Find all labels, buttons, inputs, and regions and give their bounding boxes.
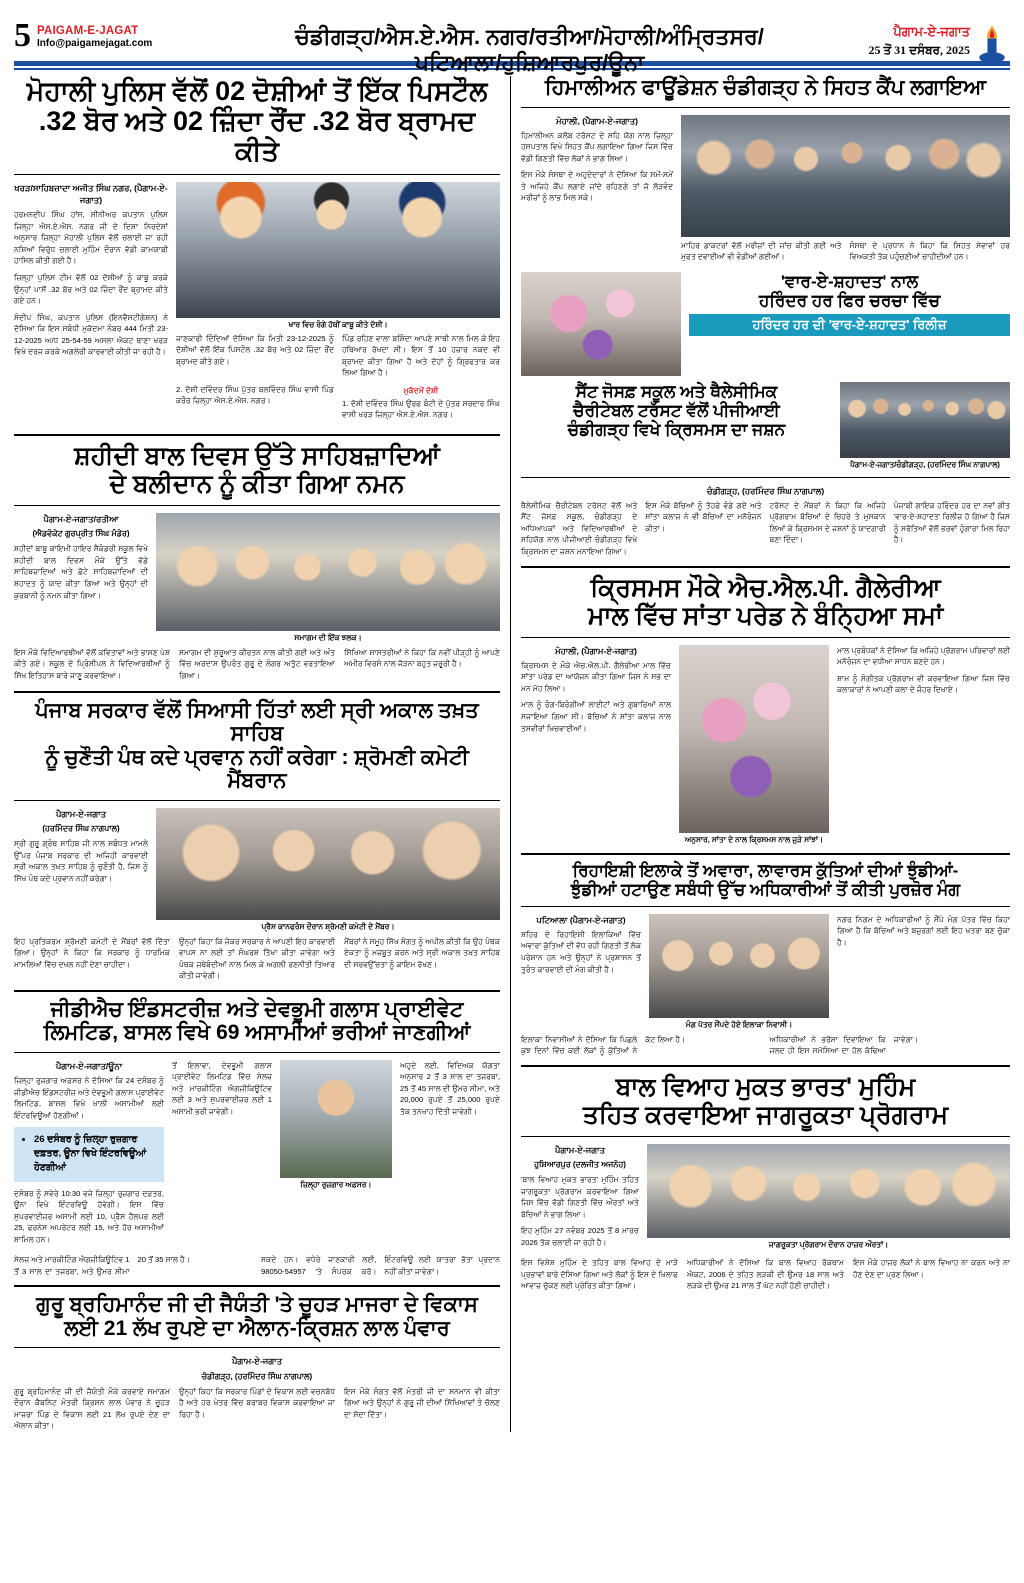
divider (14, 990, 500, 992)
masthead-logo-block (868, 24, 970, 58)
body-paragraph: ਦਸੰਬਰ ਨੂੰ ਸਵੇਰੇ 10:30 ਵਜੇ ਜ਼ਿਲ੍ਹਾ ਰੁਜ਼ਗਾਰ ਦਫ਼ਤਰ, ਊਨਾ ਵਿਖੇ ਇੰਟਰਵਿਊ ਹੋਵੇਗੀ। ਇਸ ਵਿੱਚ ਸੁਪਰਵਾਈਜ਼ਰ ਅਸਾਮੀ ਲਈ 10, ਪ੍ਰੈਸ ਹੈਲਪਰ ਲਈ 25, ਫਰਨੇਸ ਅਪਰੇਟਰ ਲਈ 15, ਅਤੇ ਹੋਰ ਅਸਾਮੀਆਂ ਸ਼ਾਮਿਲ ਹਨ। (14, 1188, 164, 1244)
byline-secondary: (ਐਡਵੋਕੇਟ ਗੁਰਪ੍ਰੀਤ ਸਿੰਘ ਮੰਡੇਰ) (32, 529, 130, 539)
body-paragraph: ਸ਼ਹੀਦਾਂ ਬਾਬੂ ਕਾਇਮੀ ਹਾਇਰ ਸੈਕੰਡਰੀ ਸਕੂਲ ਵਿਖੇ ਸ਼ਹੀਦੀ ਬਾਲ ਦਿਵਸ ਮੌਕੇ ਉੱਤੇ ਵੱਡੇ ਸਾਹਿਬਜ਼ਾਦਿਆਂ ਅਤੇ ਛੋਟੇ ਸਾਹਿਬਜ਼ਾਦਿਆਂ ਦੀ ਸ਼ਹਾਦਤ ਨੂੰ ਯਾਦ ਕੀਤਾ ਗਿਆ ਅਤੇ ਉਨ੍ਹਾਂ ਦੀ ਕੁਰਬਾਨੀ ਨੂੰ ਨਮਨ ਕੀਤਾ ਗਿਆ। (14, 544, 148, 600)
masthead-right (795, 22, 1010, 64)
article-photo (521, 272, 681, 376)
divider (521, 637, 1010, 638)
headline-line2: ਤਹਿਤ ਕਰਵਾਇਆ ਜਾਗਰੂਕਤਾ ਪ੍ਰੋਗਰਾਮ (582, 1100, 949, 1129)
headline: 'ਵਾਰ-ਏ-ਸ਼ਹਾਦਤ' ਨਾਲ (780, 271, 919, 291)
article-photo (840, 382, 1010, 458)
photo-caption: ਮੰਗ ਪੱਤਰ ਸੌਂਪਦੇ ਹੋਏ ਇਲਾਕਾ ਨਿਵਾਸੀ। (685, 1019, 793, 1029)
body-paragraph: ਇਸ ਵਿਸ਼ੇਸ਼ ਮੁਹਿੰਮ ਦੇ ਤਹਿਤ ਬਾਲ ਵਿਆਹ ਦੇ ਮਾੜੇ ਪ੍ਰਭਾਵਾਂ ਬਾਰੇ ਦੱਸਿਆ ਗਿਆ ਅਤੇ ਲੋਕਾਂ ਨੂੰ ਇਸ ਦੇ ਖਿਲਾਫ ਆਵਾਜ਼ ਚੁੱਕਣ ਲਈ ਪ੍ਰੇਰਿਤ ਕੀਤਾ ਗਿਆ। (521, 1258, 678, 1291)
byline: ਚੰਡੀਗੜ੍ਹ, (ਹਰਮਿੰਦਰ ਸਿੰਘ ਨਾਗਪਾਲ) (706, 485, 825, 496)
highlight-box (14, 1127, 164, 1181)
edition-list: ਚੰਡੀਗੜ੍ਹ/ਐਸ.ਏ.ਐਸ. ਨਗਰ/ਰਤੀਆ/ਮੋਹਾਲੀ/ਅੰਮ੍ਰਿਤਸਰ/ਪਟਿਆਲਾ/ਹੁਸ਼ਿਆਰਪੁਰ/ਊਨਾ (295, 24, 764, 75)
column-divider (510, 76, 511, 1432)
body-paragraph: ਗੁਰੂ ਬ੍ਰਹਿਮਾਨੰਦ ਜੀ ਦੀ ਜੈਯੰਤੀ ਮੌਕੇ ਕਰਵਾਏ ਸਮਾਗਮ ਦੌਰਾਨ ਕੈਬਨਿਟ ਮੰਤਰੀ ਕ੍ਰਿਸ਼ਨ ਲਾਲ ਪੰਵਾਰ ਨੇ ਚੂਹੜ ਮਾਜਰਾ ਪਿੰਡ ਦੇ ਵਿਕਾਸ ਲਈ 21 ਲੱਖ ਰੁਪਏ ਦੇਣ ਦਾ ਐਲਾਨ ਕੀਤਾ। (14, 1386, 170, 1431)
byline-secondary: ਚੰਡੀਗੜ੍ਹ, (ਹਰਮਿੰਦਰ ਸਿੰਘ ਨਾਗਪਾਲ) (201, 1371, 313, 1381)
article-stray-dogs (521, 861, 1010, 1067)
divider (14, 505, 500, 506)
red-label: ਮੁਕੱਦਮੇਂ ਦੋਸ਼ੀ (403, 385, 439, 395)
body-paragraph: ਸਿੱਖਿਆ ਸ਼ਾਸਤਰੀਆਂ ਨੇ ਕਿਹਾ ਕਿ ਨਵੀਂ ਪੀੜ੍ਹੀ ਨੂੰ ਆਪਣੇ ਅਮੀਰ ਵਿਰਸੇ ਨਾਲ ਜੋੜਨਾ ਬਹੁਤ ਜ਼ਰੂਰੀ ਹੈ। (344, 647, 500, 669)
right-column (521, 76, 1010, 1432)
headline-line2: ਲਿਮਟਿਡ, ਬਾਸਲ ਵਿਖੇ 69 ਅਸਾਮੀਆਂ ਭਰੀਆਂ ਜਾਣਗੀਆਂ (43, 1021, 471, 1045)
body-paragraph: ਮੈਂਬਰਾਂ ਨੇ ਸਮੂਹ ਸਿੱਖ ਸੰਗਤ ਨੂੰ ਅਪੀਲ ਕੀਤੀ ਕਿ ਉਹ ਪੰਥਕ ਏਕਤਾ ਨੂੰ ਮਜ਼ਬੂਤ ਕਰਨ ਅਤੇ ਸ੍ਰੀ ਅਕਾਲ ਤਖ਼ਤ ਸਾਹਿਬ ਦੀ ਸਰਵਉੱਚਤਾ ਨੂੰ ਕਾਇਮ ਰੱਖਣ। (344, 936, 500, 969)
highlight-box-item: • 26 ਦਸੰਬਰ ਨੂੰ ਜ਼ਿਲ੍ਹਾ ਰੁਜ਼ਗਾਰ ਦਫ਼ਤਰ, ਊਨਾ ਵਿਖੇ ਇੰਟਰਵਿਊਆਂ ਹੋਣਗੀਆਂ (34, 1133, 156, 1174)
body-paragraph: ਇਸ ਮੌਕੇ ਬੱਚਿਆਂ ਨੂੰ ਤੋਹਫੇ ਵੰਡੇ ਗਏ ਅਤੇ ਸਾਂਤਾ ਕਲਾਜ਼ ਨੇ ਵੀ ਬੱਚਿਆਂ ਦਾ ਮਨੋਰੰਜਨ ਕੀਤਾ। (645, 500, 762, 533)
byline-secondary: (ਹਰਮਿੰਦਰ ਸਿੰਘ ਨਾਗਪਾਲ) (42, 824, 120, 834)
divider (521, 1136, 1010, 1137)
row-st-joseph (521, 382, 1010, 470)
headline: ਸ਼ਹੀਦੀ ਬਾਲ ਦਿਵਸ ਉੱਤੇ ਸਾਹਿਬਜ਼ਾਦਿਆਂ (74, 441, 440, 470)
body-paragraph: ਸੇਲਜ਼ ਅਤੇ ਮਾਰਕੀਟਿੰਗ ਐਗਜ਼ੀਕਿਊਟਿਵ 1 ਤੋਂ 3 ਸਾਲ ਦਾ ਤਜਰਬਾ, ਅਤੇ ਉਮਰ ਸੀਮਾ 20 ਤੋਂ 35 ਸਾਲ ਹੈ। (14, 1255, 190, 1276)
divider (521, 566, 1010, 568)
divider (521, 477, 1010, 478)
brand-email: Info@paigamejagat.com (37, 38, 153, 49)
article-photo (176, 182, 500, 318)
masthead (14, 0, 1010, 75)
body-paragraph: ਇਸ ਮੌਕੇ ਹਾਜ਼ਰ ਲੋਕਾਂ ਨੇ ਬਾਲ ਵਿਆਹ ਨਾ ਕਰਨ ਅਤੇ ਨਾ ਹੋਣ ਦੇਣ ਦਾ ਪ੍ਰਣ ਲਿਆ। (853, 1258, 1010, 1279)
photo-caption: ਜਾਗਰੂਕਤਾ ਪ੍ਰੋਗਰਾਮ ਦੌਰਾਨ ਹਾਜ਼ਰ ਔਰਤਾਂ। (768, 1239, 889, 1249)
headline-line2: ਦੇ ਬਲੀਦਾਨ ਨੂੰ ਕੀਤਾ ਗਿਆ ਨਮਨ (109, 469, 405, 498)
byline: ਪੈਗਾਮ-ਏ-ਜਗਾਤ (554, 1144, 606, 1155)
headline: ਕ੍ਰਿਸਮਸ ਮੌਕੇ ਐਚ.ਐਲ.ਪੀ. ਗੈਲੇਰੀਆ (590, 573, 941, 602)
page-number: 5 (14, 17, 31, 54)
headline: ਹਿਮਾਲੀਅਨ ਫਾਊਂਡੇਸ਼ਨ ਚੰਡੀਗੜ੍ਹ ਨੇ ਸਿਹਤ ਕੈਂਪ ਲਗਾਇਆ (544, 76, 987, 99)
body-paragraph: ਇਹ ਪ੍ਰਤਿਕਰਮ ਸ਼੍ਰੋਮਣੀ ਕਮੇਟੀ ਦੇ ਮੈਂਬਰਾਂ ਵੱਲੋਂ ਦਿੱਤਾ ਗਿਆ। ਉਨ੍ਹਾਂ ਨੇ ਕਿਹਾ ਕਿ ਸਰਕਾਰ ਨੂੰ ਧਾਰਮਿਕ ਮਾਮਲਿਆਂ ਵਿੱਚ ਦਖਲ ਨਹੀਂ ਦੇਣਾ ਚਾਹੀਦਾ। (14, 936, 170, 969)
body-paragraph: ਇਸ ਮੌਕੇ ਸੰਗਤ ਵੱਲੋਂ ਮੰਤਰੀ ਜੀ ਦਾ ਸਨਮਾਨ ਵੀ ਕੀਤਾ ਗਿਆ ਅਤੇ ਉਨ੍ਹਾਂ ਨੇ ਗੁਰੂ ਜੀ ਦੀਆਂ ਸਿੱਖਿਆਵਾਂ ਤੇ ਚੱਲਣ ਦਾ ਸੱਦਾ ਦਿੱਤਾ। (344, 1386, 500, 1419)
byline: ਪੈਗਾਮ-ਏ-ਜਗਾਤ/ਊਨਾ (55, 1060, 123, 1071)
body-paragraph: ਕ੍ਰਿਸਮਸ ਦੇ ਮੌਕੇ ਐਚ.ਐਲ.ਪੀ. ਗੈਲੇਰੀਆ ਮਾਲ ਵਿੱਚ ਸਾਂਤਾ ਪਰੇਡ ਦਾ ਆਯੋਜਨ ਕੀਤਾ ਗਿਆ ਜਿਸ ਨੇ ਸਭ ਦਾ ਮਨ ਮੋਹ ਲਿਆ। (521, 660, 671, 693)
headline-line2: ਲਈ 21 ਲੱਖ ਰੁਪਏ ਦਾ ਐਲਾਨ-ਕ੍ਰਿਸ਼ਨ ਲਾਲ ਪੰਵਾਰ (64, 1316, 450, 1340)
divider (14, 434, 500, 436)
divider (521, 853, 1010, 855)
body-paragraph: ਇਹ ਮੁਹਿੰਮ 27 ਨਵੰਬਰ 2025 ਤੋਂ 8 ਮਾਰਚ 2026 ਤੱਕ ਚਲਾਈ ਜਾ ਰਹੀ ਹੈ। (521, 1226, 639, 1247)
sub-headline-bar: ਹਰਿੰਦਰ ਹਰ ਦੀ 'ਵਾਰ-ਏ-ਸ਼ਹਾਦਤ' ਰਿਲੀਜ਼ (689, 314, 1010, 336)
article-shaheedi-bal-diwas (14, 442, 500, 693)
photo-caption: ਜ਼ਿਲ੍ਹਾ ਰੁਜ਼ਗਾਰ ਅਫ਼ਸਰ। (300, 1179, 372, 1189)
torch-logo-icon (974, 24, 1010, 64)
article-bal-vivah (521, 1073, 1010, 1293)
body-paragraph: ਸੰਦੀਪ ਸਿੰਘ, ਕਪਤਾਨ ਪੁਲਿਸ (ਇਨਵੈਸਟੀਗੇਸ਼ਨ) ਨੇ ਦੱਸਿਆ ਕਿ ਇਸ ਸਬੰਧੀ ਮੁਕੱਦਮਾ ਨੰਬਰ 444 ਮਿਤੀ 23-12-2025 ਅ/ਧ 25-54-59 ਅਸਲਾ ਐਕਟ ਥਾਣਾ ਖਰੜ ਵਿਖੇ ਦਰਜ ਕਰਕੇ ਅਗਲੇਰੀ ਕਾਰਵਾਈ ਕੀਤੀ ਜਾ ਰਹੀ ਹੈ। (14, 312, 168, 357)
byline: ਮੋਹਾਲੀ, (ਪੈਗਾਮ-ਏ-ਜਗਾਤ) (555, 115, 638, 126)
headline-line2: ਚੈਰੀਟੇਬਲ ਟਰੱਸਟ ਵੱਲੋਂ ਪੀਜੀਆਈ (573, 400, 780, 420)
body-paragraph: ਸ਼ਹਿਰ ਦੇ ਰਿਹਾਇਸ਼ੀ ਇਲਾਕਿਆਂ ਵਿੱਚ ਅਵਾਰਾ ਕੁੱਤਿਆਂ ਦੀ ਵੱਧ ਰਹੀ ਗਿਣਤੀ ਤੋਂ ਲੋਕ ਪਰੇਸ਼ਾਨ ਹਨ ਅਤੇ ਉਨ੍ਹਾਂ ਨੇ ਪ੍ਰਸ਼ਾਸਨ ਤੋਂ ਤੁਰੰਤ ਕਾਰਵਾਈ ਦੀ ਮੰਗ ਕੀਤੀ ਹੈ। (521, 929, 641, 974)
body-paragraph: ਹਰਮਨਦੀਪ ਸਿੰਘ ਹਾਂਸ, ਸੀਨੀਅਰ ਕਪਤਾਨ ਪੁਲਿਸ ਜ਼ਿਲ੍ਹਾ ਐਸ.ਏ.ਐਸ. ਨਗਰ ਜੀ ਦੇ ਦਿਸ਼ਾ ਨਿਰਦੇਸ਼ਾਂ ਅਨੁਸਾਰ ਜ਼ਿਲ੍ਹਾ ਮੋਹਾਲੀ ਪੁਲਿਸ ਵੱਲੋਂ ਚਲਾਈ ਜਾ ਰਹੀ ਨਸ਼ਿਆਂ ਵਿਰੁੱਧ ਚਲਾਈ ਮੁਹਿੰਮ ਦੌਰਾਨ ਵੱਡੀ ਕਾਮਯਾਬੀ ਹਾਸਿਲ ਕੀਤੀ ਗਈ ਹੈ। (14, 210, 168, 266)
row-xmas-shahadat (521, 272, 1010, 376)
body-paragraph: ਇਲਾਕਾ ਨਿਵਾਸੀਆਂ ਨੇ ਦੱਸਿਆ ਕਿ ਪਿਛਲੇ ਕੁਝ ਦਿਨਾਂ ਵਿੱਚ ਕਈ ਲੋਕਾਂ ਨੂੰ ਕੁੱਤਿਆਂ ਨੇ ਕੱਟ ਲਿਆ ਹੈ। (521, 1034, 686, 1056)
body-paragraph: ਮਾਹਿਰ ਡਾਕਟਰਾਂ ਵੱਲੋਂ ਮਰੀਜ਼ਾਂ ਦੀ ਜਾਂਚ ਕੀਤੀ ਗਈ ਅਤੇ ਮੁਫਤ ਦਵਾਈਆਂ ਵੀ ਵੰਡੀਆਂ ਗਈਆਂ। (681, 240, 842, 262)
photo-caption: ਖਾਰ ਵਿਚ ਰੰਗੇ ਹੱਥੀਂ ਕਾਬੂ ਕੀਤੇ ਦੋਸ਼ੀ। (288, 319, 388, 329)
divider (14, 1285, 500, 1287)
body-paragraph: ਜ਼ਿਲ੍ਹਾ ਪੁਲਿਸ ਟੀਮ ਵੱਲੋਂ 02 ਦੋਸ਼ੀਆਂ ਨੂੰ ਕਾਬੂ ਕਰਕੇ ਉਨ੍ਹਾਂ ਪਾਸੋਂ .32 ਬੋਰ ਅਤੇ 02 ਜ਼ਿੰਦਾ ਰੌਂਦ ਬ੍ਰਾਮਦ ਕੀਤੇ ਗਏ ਹਨ। (14, 272, 168, 306)
body-paragraph: ਤੋਂ ਇਲਾਵਾ, ਦੇਵਭੂਮੀ ਗਲਾਸ ਪ੍ਰਾਈਵੇਟ ਲਿਮਟਿਡ ਵਿੱਚ ਸੇਲਜ਼ ਅਤੇ ਮਾਰਕੀਟਿੰਗ ਐਗਜ਼ੀਕਿਊਟਿਵ ਲਈ 3 ਅਤੇ ਸੁਪਰਵਾਈਜ਼ਰ ਲਈ 1 ਅਸਾਮੀ ਭਰੀ ਜਾਵੇਗੀ। (172, 1060, 272, 1116)
body-paragraph: ਟਰੱਸਟ ਦੇ ਮੈਂਬਰਾਂ ਨੇ ਕਿਹਾ ਕਿ ਅਜਿਹੇ ਪ੍ਰੋਗਰਾਮ ਬੱਚਿਆਂ ਦੇ ਚਿਹਰੇ ਤੇ ਮੁਸਕਾਨ ਲਿਆਂ ਕੇ ਕ੍ਰਿਸਮਸ ਦੇ ਜਸ਼ਨਾਂ ਨੂੰ ਯਾਦਗਾਰੀ ਬਣਾ ਦਿੰਦਾ। (769, 500, 886, 545)
divider (14, 174, 500, 175)
headline: ਬਾਲ ਵਿਆਹ ਮੁਕਤ ਭਾਰਤ' ਮੁਹਿੰਮ (615, 1072, 916, 1101)
article-police-pistol (14, 76, 500, 436)
article-war-e-shahadat (689, 272, 1010, 376)
article-punjab-govt (14, 699, 500, 992)
article-hlp-galleria (521, 574, 1010, 855)
photo-caption: ਪ੍ਰੈਸ ਕਾਨਫਰੰਸ ਦੌਰਾਨ ਸ਼੍ਰੋਮਣੀ ਕਮੇਟੀ ਦੇ ਮੈਂਬਰ। (261, 921, 395, 931)
article-st-joseph (521, 382, 832, 470)
divider (521, 1065, 1010, 1067)
body-paragraph: ਪੰਜਾਬੀ ਗਾਇਕ ਹਰਿੰਦਰ ਹਰ ਦਾ ਨਵਾਂ ਗੀਤ 'ਵਾਰ-ਏ-ਸ਼ਹਾਦਤ' ਰਿਲੀਜ਼ ਹੋ ਗਿਆ ਹੈ ਜਿਸ ਨੂੰ ਸਰੋਤਿਆਂ ਵੱਲੋਂ ਭਰਵਾਂ ਹੁੰਗਾਰਾ ਮਿਲ ਰਿਹਾ ਹੈ। (893, 500, 1010, 545)
divider (14, 691, 500, 693)
headline-line2: ਹਰਿੰਦਰ ਹਰ ਫਿਰ ਚਰਚਾ ਵਿੱਚ (758, 290, 941, 310)
body-paragraph: ਇਸ ਮੌਕੇ ਸੰਸਥਾ ਦੇ ਅਹੁਦੇਦਾਰਾਂ ਨੇ ਦੱਸਿਆ ਕਿ ਸਮੇਂ-ਸਮੇਂ ਤੇ ਅਜਿਹੇ ਕੈਂਪ ਲਗਾਏ ਜਾਂਦੇ ਰਹਿਣਗੇ ਤਾਂ ਜੋ ਲੋੜਵੰਦ ਮਰੀਜ਼ਾਂ ਨੂੰ ਲਾਭ ਮਿਲ ਸਕੇ। (521, 170, 673, 203)
body-paragraph: ਹਿਮਾਲੀਅਨ ਕਲੱਬ ਟਰੱਸਟ ਦੇ ਸਹਿ ਯੋਗ ਨਾਲ ਜ਼ਿਲ੍ਹਾ ਹਸਪਤਾਲ ਵਿਖੇ ਸਿਹਤ ਕੈਂਪ ਲਗਾਇਆ ਗਿਆ ਜਿਸ ਵਿੱਚ ਵੱਡੀ ਗਿਣਤੀ ਵਿੱਚ ਲੋਕਾਂ ਨੇ ਭਾਗ ਲਿਆ। (521, 130, 673, 163)
divider (521, 107, 1010, 108)
body-paragraph: ਅਹੁਦੇ ਲਈ, ਵਿਦਿਅਕ ਯੋਗਤਾ ਅਨੁਸਾਰ 2 ਤੋਂ 3 ਸਾਲ ਦਾ ਤਜਰਬਾ, 25 ਤੋਂ 45 ਸਾਲ ਦੀ ਉਮਰ ਸੀਮਾ, ਅਤੇ 20,000 ਰੁਪਏ ਤੋਂ 25,000 ਰੁਪਏ ਤੱਕ ਤਨਖਾਹ ਦਿੱਤੀ ਜਾਵੇਗੀ। (400, 1060, 500, 1116)
body-paragraph: ਸ਼ਾਮ ਨੂੰ ਸੰਗੀਤਕ ਪ੍ਰੋਗਰਾਮ ਵੀ ਕਰਵਾਇਆ ਗਿਆ ਜਿਸ ਵਿੱਚ ਕਲਾਕਾਰਾਂ ਨੇ ਆਪਣੀ ਕਲਾ ਦੇ ਜੌਹਰ ਦਿਖਾਏ। (837, 673, 1010, 695)
article-photo (280, 1060, 392, 1178)
body-paragraph: ਜਾਣਕਾਰੀ ਦਿੰਦਿਆਂ ਦੱਸਿਆ ਕਿ ਮਿਤੀ 23-12-2025 ਨੂੰ ਦੋਸ਼ੀਆਂ ਵੱਲੋਂ ਇੱਕ ਪਿਸਟੌਲ .32 ਬੋਰ ਅਤੇ 02 ਜ਼ਿੰਦਾ ਰੌਂਦ ਬ੍ਰਾਮਦ ਕੀਤੇ ਗਏ। (176, 333, 334, 366)
photo-caption: ਸਮਾਗਮ ਦੀ ਇੱਕ ਝਲਕ। (294, 632, 362, 642)
headline: ਜੀਡੀਐਚ ਇੰਡਸਟਰੀਜ਼ ਅਤੇ ਦੇਵਭੂਮੀ ਗਲਾਸ ਪ੍ਰਾਈਵੇਟ (50, 997, 464, 1021)
body-paragraph: ਸਕਦੇ ਹਨ। ਵਧੇਰੇ ਜਾਣਕਾਰੀ ਲਈ, 98050-54957 'ਤੇ ਸੰਪਰਕ ਕਰੋ। ਇੰਟਰਵਿਊ ਲਈ ਯਾਤਰਾ ਭੱਤਾ ਪ੍ਰਦਾਨ ਨਹੀਂ ਕੀਤਾ ਜਾਵੇਗਾ। (261, 1255, 500, 1276)
body-paragraph: ਮਾਲ ਪ੍ਰਬੰਧਕਾਂ ਨੇ ਦੱਸਿਆ ਕਿ ਅਜਿਹੇ ਪ੍ਰੋਗਰਾਮ ਪਰਿਵਾਰਾਂ ਲਈ ਮਨੋਰੰਜਨ ਦਾ ਵਧੀਆ ਸਾਧਨ ਬਣਦੇ ਹਨ। (837, 645, 1010, 667)
divider (521, 906, 1010, 907)
body-paragraph: ਸਮਾਗਮ ਦੀ ਸ਼ੁਰੂਆਤ ਕੀਰਤਨ ਨਾਲ ਕੀਤੀ ਗਈ ਅਤੇ ਅੰਤ ਵਿੱਚ ਅਰਦਾਸ ਉਪਰੰਤ ਗੁਰੂ ਦੇ ਲੰਗਰ ਅਤੁੱਟ ਵਰਤਾਇਆ ਗਿਆ। (179, 647, 335, 680)
body-paragraph: ਸੰਸਥਾ ਦੇ ਪ੍ਰਧਾਨ ਨੇ ਕਿਹਾ ਕਿ ਸਿਹਤ ਸੇਵਾਵਾਂ ਹਰ ਵਿਅਕਤੀ ਤੱਕ ਪਹੁੰਚਣੀਆਂ ਚਾਹੀਦੀਆਂ ਹਨ। (849, 240, 1010, 262)
masthead-logo-text: ਪੈਗਾਮ-ਏ-ਜਗਾਤ (893, 24, 970, 39)
body-paragraph: 2. ਦੋਸ਼ੀ ਦਵਿੰਦਰ ਸਿੰਘ ਪੁੱਤਰ ਬਲਵਿੰਦਰ ਸਿੰਘ ਵਾਸੀ ਪਿੰਡ ਕਰੌਰ ਜ਼ਿਲ੍ਹਾ ਐਸ.ਏ.ਐਸ. ਨਗਰ। (176, 384, 334, 406)
headline-line2: ਮਾਲ ਵਿੱਚ ਸਾਂਤਾ ਪਰੇਡ ਨੇ ਬੰਨ੍ਹਿਆ ਸਮਾਂ (587, 601, 944, 630)
photo-caption: ਪੈਗਾਮ-ਏ-ਜਗਾਤ/ਚੰਡੀਗੜ੍ਹ, (ਹਰਮਿੰਦਰ ਸਿੰਘ ਨਾਗਪਾਲ) (850, 459, 1000, 469)
headline-line2: .32 ਬੋਰ ਅਤੇ 02 ਜ਼ਿੰਦਾ ਰੌਂਦ .32 ਬੋਰ ਬ੍ਰਾਮਦ ਕੀਤੇ (38, 106, 476, 167)
body-paragraph: ਜ਼ਿਲ੍ਹਾ ਰੁਜ਼ਗਾਰ ਅਫ਼ਸਰ ਨੇ ਦੱਸਿਆ ਕਿ 24 ਦਸੰਬਰ ਨੂੰ ਜੀਡੀਐਚ ਇੰਡਸਟਰੀਜ਼ ਅਤੇ ਦੇਵਭੂਮੀ ਗਲਾਸ ਪ੍ਰਾਈਵੇਟ ਲਿਮਟਿਡ, ਬਾਸਲ ਵਿਖੇ ਖਾਲੀ ਅਸਾਮੀਆਂ ਲਈ ਇੰਟਰਵਿਊਆਂ ਹੋਣਗੀਆਂ। (14, 1076, 164, 1120)
headline: ਪੰਜਾਬ ਸਰਕਾਰ ਵੱਲੋਂ ਸਿਆਸੀ ਹਿੱਤਾਂ ਲਈ ਸ੍ਰੀ ਅਕਾਲ ਤਖ਼ਤ ਸਾਹਿਬ (35, 698, 479, 746)
article-photo (647, 1144, 1010, 1238)
headline-line2: ਨੂੰ ਚੁਣੌਤੀ ਪੰਥ ਕਦੇ ਪ੍ਰਵਾਨ ਨਹੀਂ ਕਰੇਗਾ : ਸ਼੍ਰੋਮਣੀ ਕਮੇਟੀ ਮੈਂਬਰਾਨ (45, 745, 469, 793)
body-paragraph: ਨਗਰ ਨਿਗਮ ਦੇ ਅਧਿਕਾਰੀਆਂ ਨੂੰ ਸੌਂਪੇ ਮੰਗ ਪੱਤਰ ਵਿੱਚ ਕਿਹਾ ਗਿਆ ਹੈ ਕਿ ਬੱਚਿਆਂ ਅਤੇ ਬਜ਼ੁਰਗਾਂ ਲਈ ਇਹ ਖਤਰਾ ਬਣ ਚੁੱਕਾ ਹੈ। (837, 914, 1010, 947)
byline-secondary: ਹੁਸ਼ਿਆਰਪੁਰ (ਦਲਜੀਤ ਅਜਨੋਹ) (534, 1159, 626, 1169)
masthead-brand-block (37, 22, 152, 49)
body-paragraph: ਅਧਿਕਾਰੀਆਂ ਨੇ ਦੱਸਿਆ ਕਿ ਬਾਲ ਵਿਆਹ ਰੋਕਥਾਮ ਐਕਟ, 2006 ਦੇ ਤਹਿਤ ਲੜਕੀ ਦੀ ਉਮਰ 18 ਸਾਲ ਅਤੇ ਲੜਕੇ ਦੀ ਉਮਰ 21 ਸਾਲ ਤੋਂ ਘੱਟ ਨਹੀਂ ਹੋਣੀ ਚਾਹੀਦੀ। (687, 1258, 844, 1291)
headline: ਗੁਰੂ ਬ੍ਰਹਿਮਾਨੰਦ ਜੀ ਦੀ ਜੈਯੰਤੀ 'ਤੇ ਚੂਹੜ ਮਾਜਰਾ ਦੇ ਵਿਕਾਸ (36, 1293, 478, 1317)
divider (14, 800, 500, 801)
article-brahmanand (14, 1293, 500, 1432)
body-paragraph: 1. ਦੋਸ਼ੀ ਦਵਿੰਦਰ ਸਿੰਘ ਉਰਫ ਬੰਟੀ ਦੇ ਪੁੱਤਰ ਸਰਦਾਰ ਸਿੰਘ ਵਾਸੀ ਖਰੜ ਜ਼ਿਲ੍ਹਾ ਐਸ.ਏ.ਐਸ. ਨਗਰ। (342, 398, 500, 420)
body-paragraph: ਇਸ ਮੌਕੇ ਵਿਦਿਆਰਥੀਆਂ ਵੱਲੋਂ ਕਵਿਤਾਵਾਂ ਅਤੇ ਭਾਸ਼ਣ ਪੇਸ਼ ਕੀਤੇ ਗਏ। ਸਕੂਲ ਦੇ ਪ੍ਰਿੰਸੀਪਲ ਨੇ ਵਿਦਿਆਰਥੀਆਂ ਨੂੰ ਸਿੱਖ ਇਤਿਹਾਸ ਬਾਰੇ ਜਾਣੂ ਕਰਵਾਇਆ। (14, 647, 170, 680)
byline: ਮੋਹਾਲੀ, (ਪੈਗਾਮ-ਏ-ਜਗਾਤ) (554, 645, 637, 656)
body-paragraph: 'ਬਾਲ ਵਿਆਹ ਮੁਕਤ ਭਾਰਤ' ਮੁਹਿੰਮ ਤਹਿਤ ਜਾਗਰੂਕਤਾ ਪ੍ਰੋਗਰਾਮ ਕਰਵਾਇਆ ਗਿਆ ਜਿਸ ਵਿੱਚ ਵੱਡੀ ਗਿਣਤੀ ਵਿੱਚ ਔਰਤਾਂ ਅਤੇ ਬੱਚਿਆਂ ਨੇ ਭਾਗ ਲਿਆ। (521, 1175, 639, 1219)
headline: ਮੋਹਾਲੀ ਪੁਲਿਸ ਵੱਲੋਂ 02 ਦੋਸ਼ੀਆਂ ਤੋਂ ਇੱਕ ਪਿਸਟੌਲ (26, 76, 488, 106)
article-photo (649, 914, 829, 1018)
headline: ਸੈਂਟ ਜੋਸਫ਼ ਸਕੂਲ ਅਤੇ ਥੈਲੇਸੀਮਿਕ (575, 381, 778, 401)
article-himalayan-foundation (521, 76, 1010, 268)
divider (14, 1347, 500, 1348)
divider (14, 1052, 500, 1053)
body-paragraph: ਉਨ੍ਹਾਂ ਕਿਹਾ ਕਿ ਜੇਕਰ ਸਰਕਾਰ ਨੇ ਆਪਣੀ ਇਹ ਕਾਰਵਾਈ ਵਾਪਸ ਨਾ ਲਈ ਤਾਂ ਸੰਘਰਸ਼ ਤਿੱਖਾ ਕੀਤਾ ਜਾਵੇਗਾ ਅਤੇ ਪੰਥਕ ਜਥੇਬੰਦੀਆਂ ਨਾਲ ਮਿਲ ਕੇ ਅਗਲੀ ਰਣਨੀਤੀ ਤਿਆਰ ਕੀਤੀ ਜਾਵੇਗੀ। (179, 936, 335, 981)
byline: ਪੈਗਾਮ-ਏ-ਜਗਾਤ (231, 1356, 283, 1367)
body-paragraph: ਅਧਿਕਾਰੀਆਂ ਨੇ ਭਰੋਸਾ ਦਿਵਾਇਆ ਕਿ ਜਲਦ ਹੀ ਇਸ ਸਮੱਸਿਆ ਦਾ ਹੱਲ ਕੱਢਿਆ ਜਾਵੇਗਾ। (769, 1034, 919, 1056)
issue-date: 25 ਤੋਂ 31 ਦਸੰਬਰ, 2025 (868, 43, 970, 57)
byline: ਖਰੜ/ਸਾਹਿਬਜ਼ਾਦਾ ਅਜੀਤ ਸਿੰਘ ਨਗਰ, (ਪੈਗਾਮ-ਏ-ਜਗਾਤ) (14, 182, 168, 206)
article-photo (679, 645, 829, 833)
article-gdh-jobs (14, 998, 500, 1287)
headline-line2: ਝੁੰਡੀਆਂ ਹਟਾਉਣ ਸਬੰਧੀ ਉੱਚ ਅਧਿਕਾਰੀਆਂ ਤੋਂ ਕੀਤੀ ਪੁਰਜ਼ੋਰ ਮੰਗ (570, 879, 961, 899)
photo-caption: ਅਨੁਸਾਰ, ਸਾਂਤਾ ਦੇ ਨਾਲ ਕ੍ਰਿਸਮਸ ਨਾਲ ਜੁੜੇ ਸਾਂਝਾਂ। (684, 834, 824, 844)
body-paragraph: ਪਿੰਡ ਰਹਿਣ ਵਾਲਾ ਬਸ਼ਿੰਦਾ ਆਪਣੇ ਸਾਥੀ ਨਾਲ ਮਿਲ ਕੇ ਇਹ ਹਥਿਆਰ ਰੱਖਦਾ ਸੀ। ਇਸ ਤੋਂ 10 ਹਜ਼ਾਰ ਨਕਦ ਵੀ ਬ੍ਰਾਮਦ ਕੀਤਾ ਗਿਆ ਹੈ ਅਤੇ ਦੋਹਾਂ ਨੂੰ ਗ੍ਰਿਫਤਾਰ ਕਰ ਲਿਆ ਗਿਆ ਹੈ। (342, 333, 500, 378)
article-photo (156, 513, 500, 631)
brand-name: PAIGAM-E-JAGAT (37, 25, 139, 37)
byline: ਪਟਿਆਲਾ (ਪੈਗਾਮ-ਏ-ਜਗਾਤ) (536, 914, 626, 925)
body-paragraph: ਮਾਲ ਨੂੰ ਰੰਗ-ਬਿਰੰਗੀਆਂ ਲਾਈਟਾਂ ਅਤੇ ਗੁਬਾਰਿਆਂ ਨਾਲ ਸਜਾਇਆ ਗਿਆ ਸੀ। ਬੱਚਿਆਂ ਨੇ ਸਾਂਤਾ ਕਲਾਜ਼ ਨਾਲ ਤਸਵੀਰਾਂ ਖਿਚਵਾਈਆਂ। (521, 700, 671, 733)
article-photo (156, 808, 500, 920)
byline: ਪੈਗਾਮ-ਏ-ਜਗਾਤ (55, 808, 107, 819)
body-paragraph: ਉਨ੍ਹਾਂ ਕਿਹਾ ਕਿ ਸਰਕਾਰ ਪਿੰਡਾਂ ਦੇ ਵਿਕਾਸ ਲਈ ਵਚਨਬੱਧ ਹੈ ਅਤੇ ਹਰ ਖੇਤਰ ਵਿੱਚ ਬਰਾਬਰ ਵਿਕਾਸ ਕਰਵਾਇਆ ਜਾ ਰਿਹਾ ਹੈ। (179, 1386, 335, 1419)
article-photo (681, 115, 1010, 237)
headline: ਰਿਹਾਇਸ਼ੀ ਇਲਾਕੇ ਤੋਂ ਅਵਾਰਾ, ਲਾਵਾਰਸ ਕੁੱਤਿਆਂ ਦੀਆਂ ਝੁੰਡੀਆਂ- (572, 860, 959, 880)
body-paragraph: ਥੈਲੇਸੀਮਿਕ ਚੈਰੀਟੇਬਲ ਟਰੱਸਟ ਵੱਲੋਂ ਅਤੇ ਸੈਂਟ ਜੋਸਫ਼ ਸਕੂਲ, ਚੰਡੀਗੜ੍ਹ ਦੇ ਅਧਿਆਪਕਾਂ ਅਤੇ ਵਿਦਿਆਰਥੀਆਂ ਦੇ ਸਹਿਯੋਗ ਨਾਲ ਪੀਜੀਆਈ ਚੰਡੀਗੜ੍ਹ ਵਿਖੇ ਕ੍ਰਿਸਮਸ ਦਾ ਜਸ਼ਨ ਮਨਾਇਆ ਗਿਆ। (521, 500, 638, 557)
masthead-left (14, 17, 264, 54)
left-column (14, 76, 500, 1432)
body-paragraph: ਸ੍ਰੀ ਗੁਰੂ ਗ੍ਰੰਥ ਸਾਹਿਬ ਜੀ ਨਾਲ ਸਬੰਧਤ ਮਾਮਲੇ ਉੱਪਰ ਪੰਜਾਬ ਸਰਕਾਰ ਦੀ ਅਜਿਹੀ ਕਾਰਵਾਈ ਸ੍ਰੀ ਅਕਾਲ ਤਖ਼ਤ ਸਾਹਿਬ ਨੂੰ ਚੁਣੌਤੀ ਹੈ, ਜਿਸ ਨੂੰ ਸਿੱਖ ਪੰਥ ਕਦੇ ਪ੍ਰਵਾਨ ਨਹੀਂ ਕਰੇਗਾ। (14, 839, 148, 883)
content-grid (14, 76, 1010, 1432)
headline-line3: ਚੰਡੀਗੜ੍ਹ ਵਿਖੇ ਕ੍ਰਿਸਮਸ ਦਾ ਜਸ਼ਨ (567, 419, 786, 439)
byline: ਪੈਗਾਮ-ਏ-ਜਗਾਤ/ਰਤੀਆ (43, 513, 119, 524)
